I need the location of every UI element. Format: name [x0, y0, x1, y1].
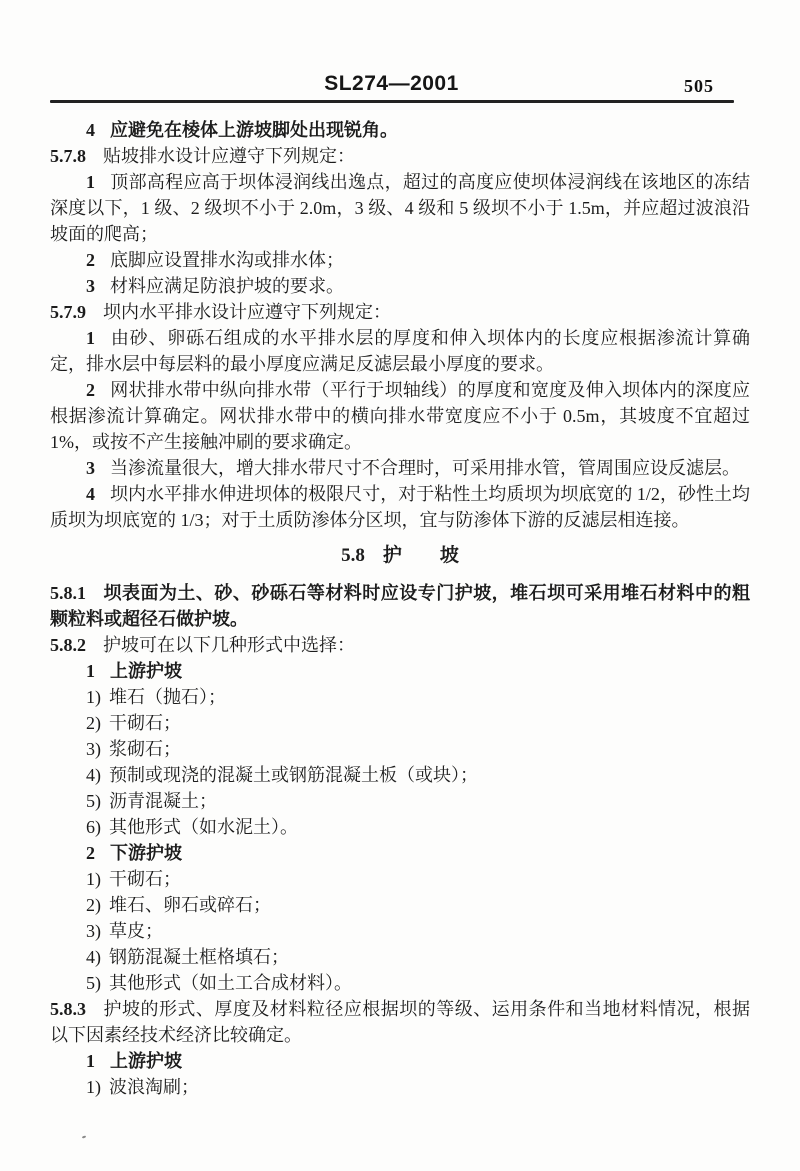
item-number: 4)	[86, 765, 101, 785]
paragraph-text: 网状排水带中纵向排水带（平行于坝轴线）的厚度和宽度及伸入坝体内的深度应根据渗流计算确定。网状排水带中的横向排水带宽度应不小于 0.5m，其坡度不宜超过 1%，或按不产生接触冲刷的要求确定。	[50, 380, 750, 452]
paragraph-text: 波浪淘刷；	[109, 1077, 199, 1097]
list-item	[50, 736, 750, 762]
list-item	[50, 970, 750, 996]
numbered-paragraph	[50, 247, 750, 273]
paragraph-text: 干砌石；	[109, 713, 181, 733]
paragraph-text: 顶部高程应高于坝体浸润线出逸点，超过的高度应使坝体浸润线在该地区的冻结深度以下，1 级、2 级坝不小于 2.0m，3 级、4 级和 5 级坝不小于 1.5m，并应超过波浪沿坡面的爬高；	[50, 172, 750, 244]
paragraph-text: 护坡可在以下几种形式中选择：	[103, 635, 355, 655]
paragraph-text: 材料应满足防浪护坡的要求。	[110, 276, 344, 296]
item-number: 1	[86, 661, 95, 681]
paragraph-text: 干砌石；	[109, 869, 181, 889]
numbered-paragraph	[50, 1048, 750, 1074]
item-number: 2)	[86, 895, 101, 915]
clause-paragraph	[50, 143, 750, 169]
item-number: 3)	[86, 921, 101, 941]
paragraph-text: 底脚应设置排水沟或排水体；	[110, 250, 344, 270]
item-number: 3	[86, 458, 95, 478]
paragraph-text: 坝表面为土、砂、砂砾石等材料时应设专门护坡，堆石坝可采用堆石材料中的粗颗粒料或超径石做护坡。	[50, 583, 750, 629]
paragraph-text: 浆砌石；	[109, 739, 181, 759]
list-item	[50, 788, 750, 814]
paragraph-text: 上游护坡	[110, 661, 182, 681]
item-number: 2)	[86, 713, 101, 733]
item-number: 3	[86, 276, 95, 296]
clause-paragraph	[50, 632, 750, 658]
paragraph-text: 沥青混凝土；	[109, 791, 217, 811]
numbered-paragraph	[50, 658, 750, 684]
standard-code: SL274—2001	[324, 72, 459, 95]
list-item	[50, 918, 750, 944]
paragraph-text: 坝内水平排水设计应遵守下列规定：	[103, 302, 391, 322]
clause-number: 5.8.2	[50, 635, 86, 655]
list-item	[50, 814, 750, 840]
paragraph-text: 当渗流量很大，增大排水带尺寸不合理时，可采用排水管，管周围应设反滤层。	[110, 458, 740, 478]
document-body	[50, 117, 750, 1100]
paragraph-text: 由砂、卵砾石组成的水平排水层的厚度和伸入坝体内的长度应根据渗流计算确定，排水层中每层料的最小厚度应满足反滤层最小厚度的要求。	[50, 328, 750, 374]
list-item	[50, 944, 750, 970]
section-title: 护 坡	[382, 545, 459, 566]
list-item	[50, 762, 750, 788]
numbered-paragraph	[50, 455, 750, 481]
item-number: 4)	[86, 947, 101, 967]
paragraph-text: 上游护坡	[110, 1051, 182, 1071]
section-heading	[50, 543, 750, 569]
clause-number: 5.7.8	[50, 146, 86, 166]
clause-paragraph	[50, 580, 750, 632]
item-number: 5)	[86, 791, 101, 811]
numbered-paragraph	[50, 273, 750, 299]
numbered-paragraph	[50, 840, 750, 866]
item-number: 4	[86, 120, 95, 140]
item-number: 2	[86, 843, 95, 863]
item-number: 1)	[86, 869, 101, 889]
paragraph-text: 堆石（抛石）；	[109, 687, 226, 707]
list-item	[50, 866, 750, 892]
list-item	[50, 684, 750, 710]
paragraph-text: 下游护坡	[110, 843, 182, 863]
numbered-paragraph	[50, 325, 750, 377]
paragraph-text: 坝内水平排水伸进坝体的极限尺寸，对于粘性土均质坝为坝底宽的 1/2，砂性土均质坝为坝底宽的 1/3；对于土质防渗体分区坝，宜与防渗体下游的反滤层相连接。	[50, 484, 750, 530]
list-item	[50, 892, 750, 918]
paragraph-text: 应避免在棱体上游坡脚处出现锐角。	[110, 120, 398, 140]
item-number: 2	[86, 380, 95, 400]
list-item	[50, 710, 750, 736]
paragraph-text: 其他形式（如水泥土）。	[109, 817, 298, 837]
header-rule	[50, 100, 734, 103]
item-number: 1	[86, 328, 95, 348]
item-number: 1	[86, 1051, 95, 1071]
item-number: 1	[86, 172, 95, 192]
item-number: 4	[86, 484, 95, 504]
numbered-paragraph	[50, 169, 750, 247]
section-number: 5.8	[341, 545, 365, 566]
paragraph-text: 护坡的形式、厚度及材料粒径应根据坝的等级、运用条件和当地材料情况，根据以下因素经技术经济比较确定。	[50, 999, 750, 1045]
item-number: 6)	[86, 817, 101, 837]
numbered-paragraph	[50, 377, 750, 455]
paragraph-text: 贴坡排水设计应遵守下列规定：	[103, 146, 355, 166]
paragraph-text: 钢筋混凝土框格填石；	[109, 947, 289, 967]
list-item	[50, 1074, 750, 1100]
numbered-paragraph	[50, 117, 750, 143]
item-number: 3)	[86, 739, 101, 759]
scan-artifact-dot	[82, 1135, 86, 1138]
item-number: 1)	[86, 687, 101, 707]
page-number: 505	[684, 76, 714, 96]
clause-number: 5.8.3	[50, 999, 86, 1019]
paragraph-text: 草皮；	[109, 921, 163, 941]
numbered-paragraph	[50, 481, 750, 533]
clause-paragraph	[50, 996, 750, 1048]
item-number: 1)	[86, 1077, 101, 1097]
paragraph-text: 堆石、卵石或碎石；	[109, 895, 271, 915]
clause-paragraph	[50, 299, 750, 325]
clause-number: 5.7.9	[50, 302, 86, 322]
item-number: 5)	[86, 973, 101, 993]
paragraph-text: 预制或现浇的混凝土或钢筋混凝土板（或块）；	[109, 765, 478, 785]
paragraph-text: 其他形式（如土工合成材料）。	[109, 973, 352, 993]
item-number: 2	[86, 250, 95, 270]
clause-number: 5.8.1	[50, 583, 86, 603]
